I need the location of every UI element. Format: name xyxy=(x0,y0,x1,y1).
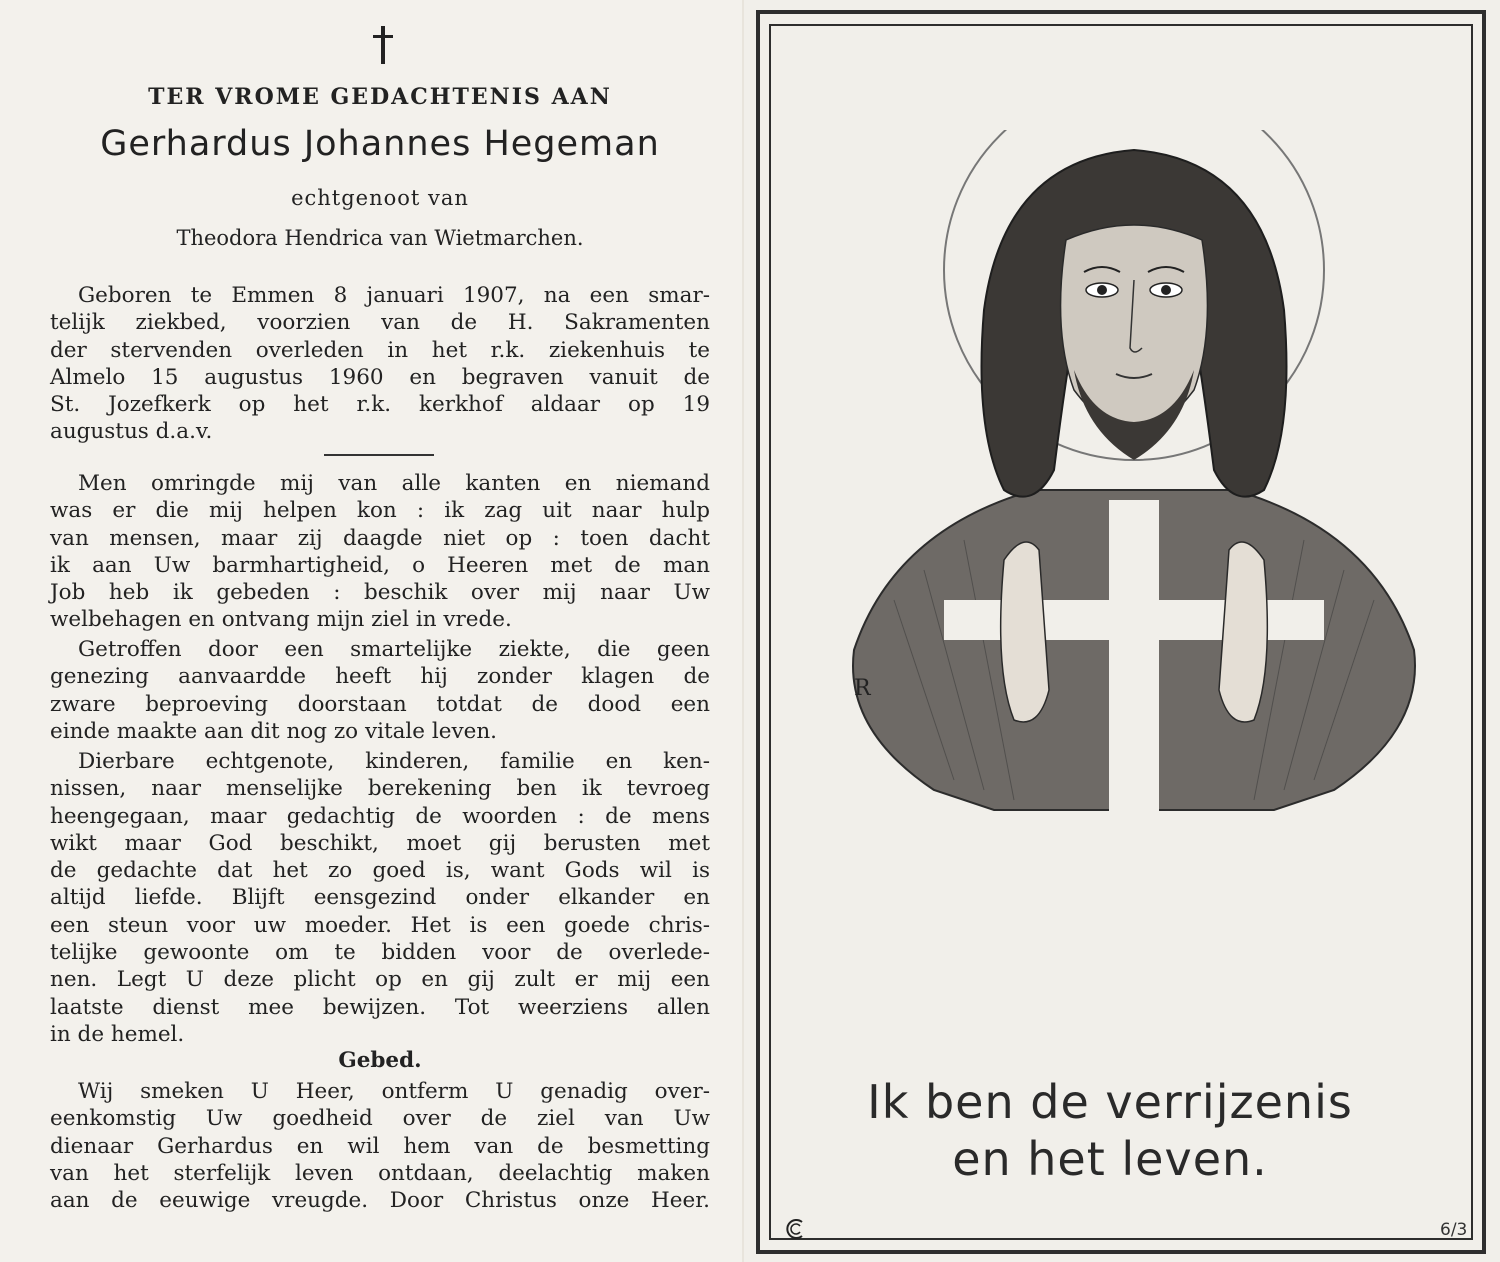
text-line: heengegaan, maar gedachtig de woorden : de mens xyxy=(50,803,710,829)
text-line: laatste dienst mee bewijzen. Tot weerziens allen xyxy=(50,994,710,1020)
text-line: telijke gewoonte om te bidden voor de overlede- xyxy=(50,940,710,966)
text-line: wikt maar God beschikt, moet gij berusten met xyxy=(50,830,710,856)
text-line: einde maakte aan dit nog zo vitale leven. xyxy=(50,718,498,744)
text-line: in de hemel. xyxy=(50,1021,185,1047)
text-line: de gedachte dat het zo goed is, want Gods wil is xyxy=(50,858,710,884)
text-line: der stervenden overleden in het r.k. ziekenhuis te xyxy=(50,337,710,363)
text-line: eenkomstig Uw goedheid over de ziel van Uw xyxy=(50,1106,710,1132)
scripture-paragraph xyxy=(50,470,710,634)
text-line: telijk ziekbed, voorzien van de H. Sakramenten xyxy=(50,310,710,336)
text-line: Dierbare echtgenote, kinderen, familie en ken- xyxy=(78,749,710,774)
spouse-name: Theodora Hendrica van Wietmarchen. xyxy=(176,226,584,250)
cross-icon xyxy=(372,26,394,64)
deceased-name: Gerhardus Johannes Hegeman xyxy=(100,124,660,164)
farewell-paragraph xyxy=(50,748,710,1048)
motto-line: Ik ben de verrijzenis xyxy=(867,1075,1353,1129)
text-line: Geboren te Emmen 8 januari 1907, na een smar- xyxy=(78,283,710,308)
text-line: zware beproeving doorstaan totdat de dood een xyxy=(50,691,710,717)
text-line: Men omringde mij van alle kanten en niemand xyxy=(78,471,710,496)
text-line: van het sterfelijk leven ontdaan, deelachtig maken xyxy=(50,1160,710,1186)
motto-line: en het leven. xyxy=(952,1132,1268,1186)
image-page xyxy=(744,0,1500,1262)
text-line: aan de eeuwige vreugde. Door Christus onze Heer. xyxy=(50,1188,710,1214)
text-line: Almelo 15 augustus 1960 en begraven vanuit de xyxy=(50,364,710,390)
text-line: Job heb ik gebeden : beschik over mij naar Uw xyxy=(50,580,710,606)
text-line: van mensen, maar zij daagde niet op : toen dacht xyxy=(50,525,710,551)
prayer-title: Gebed. xyxy=(338,1048,422,1073)
christ-portrait-illustration xyxy=(834,130,1434,890)
text-line: nen. Legt U deze plicht op en gij zult er mij een xyxy=(50,967,710,993)
spouse-label: echtgenoot van xyxy=(291,186,469,210)
text-line: ik aan Uw barmhartigheid, o Heeren met de man xyxy=(50,552,710,578)
text-line: nissen, naar menselijke berekening ben ik tevroeg xyxy=(50,776,710,802)
text-line: augustus d.a.v. xyxy=(50,419,213,445)
text-line: Getroffen door een smartelijke ziekte, die geen xyxy=(78,637,710,662)
card-number: 6/3 xyxy=(1440,1220,1468,1240)
text-line: St. Jozefkerk op het r.k. kerkhof aldaar op 19 xyxy=(50,392,710,418)
text-line: dienaar Gerhardus en wil hem van de besmetting xyxy=(50,1133,710,1159)
text-line: genezing aanvaardde heeft hij zonder klagen de xyxy=(50,664,710,690)
prayer-paragraph xyxy=(50,1078,710,1214)
illness-paragraph xyxy=(50,636,710,745)
text-line: was er die mij helpen kon : ik zag uit naar hulp xyxy=(50,498,710,524)
biography-paragraph xyxy=(50,282,710,446)
artist-initial: R xyxy=(854,676,871,701)
text-line: welbehagen en ontvang mijn ziel in vrede. xyxy=(50,607,512,633)
printer-mark-icon xyxy=(786,1218,808,1240)
text-line: Wij smeken U Heer, ontferm U genadig over- xyxy=(78,1079,710,1104)
text-line: altijd liefde. Blijft eensgezind onder elkander en xyxy=(50,885,710,911)
memorial-heading: TER VROME GEDACHTENIS AAN xyxy=(148,84,612,110)
divider xyxy=(324,454,434,456)
text-line: een steun voor uw moeder. Het is een goede chris- xyxy=(50,912,710,938)
